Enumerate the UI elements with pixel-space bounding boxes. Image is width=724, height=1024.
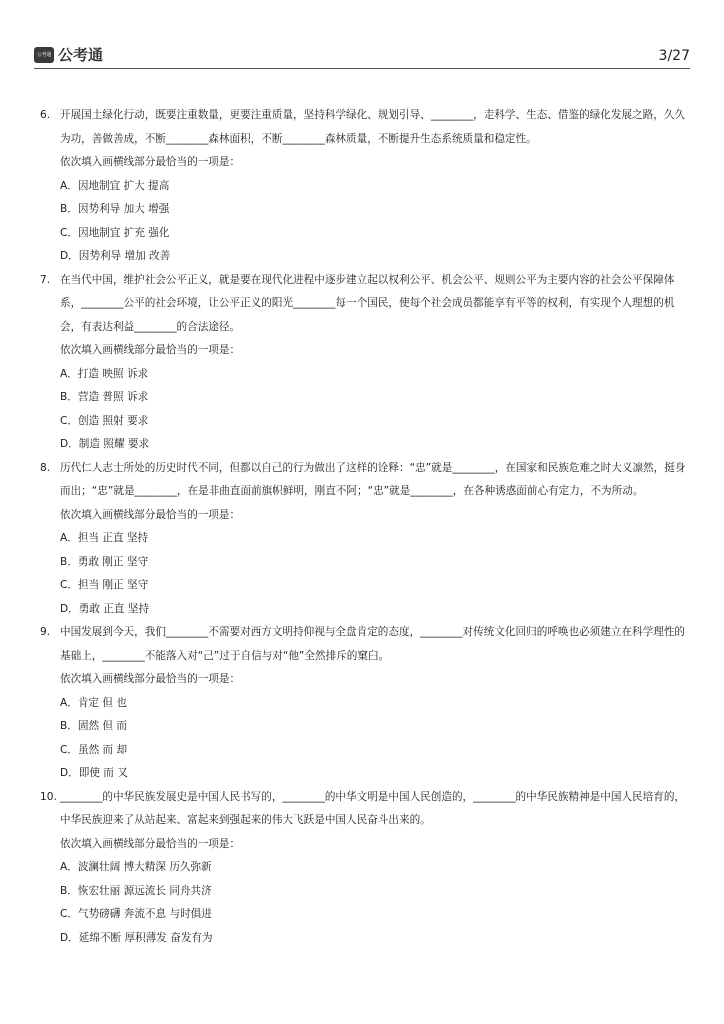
question-text: 历代仁人志士所处的历史时代不同，但都以自己的行为做出了这样的诠释：“忠”就是________，在国家和民族危难之时大义凛然，挺身而出；“忠”就是________，在是非曲直面前旗帜鲜明，刚直不阿；“忠”就是________，在各种诱惑面前心有定力，不为所动。 — [60, 461, 686, 497]
option-a: A．担当 正直 坚持 — [60, 532, 149, 544]
option-a: A．打造 映照 诉求 — [60, 367, 149, 380]
option-d: D．即使 而 又 — [60, 767, 128, 779]
option-b: B．恢宏壮丽 源远流长 同舟共济 — [60, 884, 212, 897]
question-stem — [40, 457, 690, 504]
option-d: D．制造 照耀 要求 — [60, 438, 150, 450]
question-number: 8. — [40, 461, 51, 474]
question-number: 6. — [40, 109, 51, 121]
option-b: B．固然 但 而 — [60, 720, 127, 732]
option-b: B．勇敢 刚正 坚守 — [60, 555, 149, 568]
question-text: ________的中华民族发展史是中国人民书写的，________的中华文明是中国人民创造的，________的中华民族精神是中国人民培育的，中华民族迎来了从站起来、富起来到强起来的伟大飞跃是中国人民奋斗出来的。 — [60, 790, 686, 826]
option-c: C．创造 照射 要求 — [60, 414, 149, 427]
option-b: B．营造 普照 诉求 — [60, 391, 149, 403]
question-prompt: 依次填入画横线部分最恰当的一项是： — [60, 837, 241, 850]
question-prompt: 依次填入画横线部分最恰当的一项是： — [60, 508, 241, 521]
question-stem — [40, 269, 690, 340]
question-prompt: 依次填入画横线部分最恰当的一项是： — [60, 344, 241, 356]
brand-logo — [34, 44, 103, 65]
question-list — [40, 104, 690, 950]
question-number: 10. — [40, 790, 57, 803]
option-d: D．因势利导 增加 改善 — [60, 250, 171, 262]
option-a: A．波澜壮阔 博大精深 历久弥新 — [60, 861, 212, 873]
question-text: 在当代中国，维护社会公平正义，就是要在现代化进程中逐步建立起以权利公平、机会公平、规则公平为主要内容的社会公平保障体系，________公平的社会环境，让公平正义的阳光________每一个国民，使每个社会成员都能享有平等的权利，有实现个人理想的机会，有表达利益________的合法途径。 — [60, 273, 675, 333]
question-stem — [40, 786, 690, 833]
question-number: 9. — [40, 626, 51, 638]
question-10 — [40, 786, 690, 951]
option-c: C．气势磅礴 奔流不息 与时俱进 — [60, 908, 212, 920]
question-8 — [40, 457, 690, 622]
page-header — [34, 40, 690, 69]
option-b: B．因势利导 加大 增强 — [60, 203, 170, 215]
logo-text: 公考通 — [58, 46, 104, 64]
question-7 — [40, 269, 690, 457]
option-a: A．肯定 但 也 — [60, 696, 127, 709]
page-number: 3/27 — [658, 48, 690, 64]
question-6 — [40, 104, 690, 269]
question-prompt: 依次填入画横线部分最恰当的一项是： — [60, 673, 241, 685]
option-c: C．担当 刚正 坚守 — [60, 579, 149, 591]
question-stem — [40, 104, 690, 151]
option-d: D．勇敢 正直 坚持 — [60, 602, 150, 615]
option-c: C．因地制宜 扩充 强化 — [60, 226, 170, 239]
question-9 — [40, 621, 690, 786]
question-text: 中国发展到今天，我们________不需要对西方文明持仰视与全盘肯定的态度，________对传统文化回归的呼唤也必须建立在科学理性的基础上，________不能落入对“己”过于自信与对“他”全然排斥的窠臼。 — [60, 626, 686, 662]
option-d: D．延绵不断 厚积薄发 奋发有为 — [60, 931, 213, 944]
question-stem — [40, 621, 690, 668]
option-c: C．虽然 而 却 — [60, 743, 128, 756]
question-number: 7. — [40, 273, 51, 286]
logo-mark-icon: 公考通 — [34, 47, 54, 63]
question-prompt: 依次填入画横线部分最恰当的一项是： — [60, 156, 241, 168]
question-text: 开展国土绿化行动，既要注重数量，更要注重质量，坚持科学绿化、规划引导、________，走科学、生态、借鉴的绿化发展之路，久久为功，善做善成，不断________森林面积，不断________森林质量，不断提升生态系统质量和稳定性。 — [60, 109, 686, 145]
option-a: A．因地制宜 扩大 提高 — [60, 179, 170, 192]
